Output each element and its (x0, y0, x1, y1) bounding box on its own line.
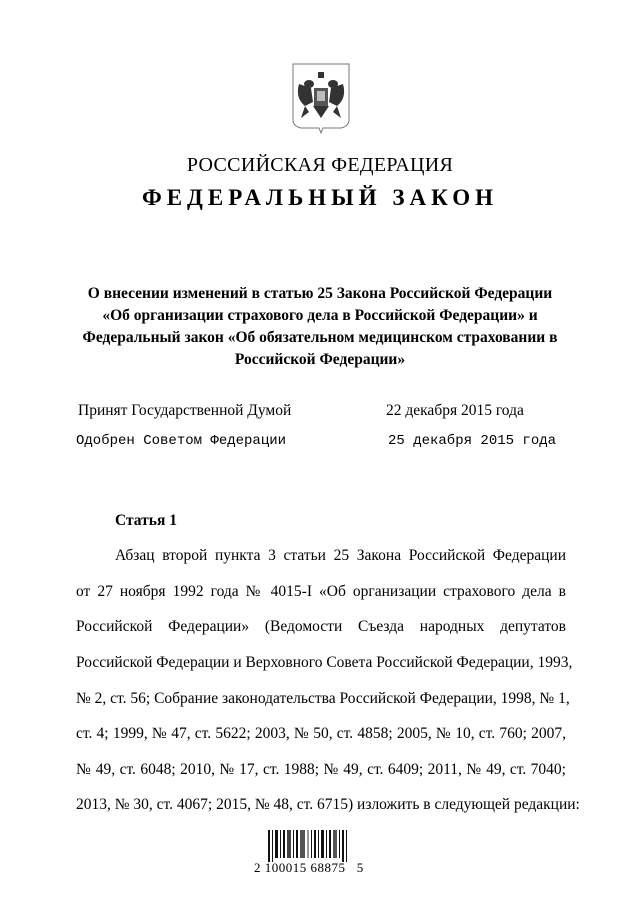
article-text-line: Российской Федерации» (Ведомости Съезда народных депутатов (76, 618, 566, 635)
barcode (268, 830, 350, 862)
law-title-line: Федеральный закон «Об обязательном медицинском страховании в (82, 329, 558, 346)
article-text-line: № 2, ст. 56; Собрание законодательства Российской Федерации, 1998, № 1, (76, 690, 570, 707)
law-title-line: Российской Федерации» (234, 351, 406, 368)
adopted-by-duma-date: 22 декабря 2015 года (386, 402, 524, 419)
law-title-line: О внесении изменений в статью 25 Закона Российской Федерации (87, 285, 553, 302)
article-text-line: Абзац второй пункта 3 статьи 25 Закона Российской Федерации (115, 547, 566, 564)
article-heading: Статья 1 (115, 512, 177, 529)
law-title-line: «Об организации страхового дела в Российской Федерации» и (102, 307, 538, 324)
barcode-number: 2 100015 68875 5 (254, 860, 364, 875)
country-name: РОССИЙСКАЯ ФЕДЕРАЦИЯ (186, 154, 454, 176)
law-type-heading: ФЕДЕРАЛЬНЫЙ ЗАКОН (141, 185, 499, 210)
article-text-line: ст. 4; 1999, № 47, ст. 5622; 2003, № 50, ст. 4858; 2005, № 10, ст. 760; 2007, (76, 725, 566, 742)
article-text-line: 2013, № 30, ст. 4067; 2015, № 48, ст. 6715) изложить в следующей редакции: (76, 796, 580, 813)
article-text-line: от 27 ноября 1992 года № 4015-I «Об организации страхового дела в (76, 583, 566, 600)
approved-by-council-date: 25 декабря 2015 года (388, 433, 557, 449)
article-text-line: № 49, ст. 6048; 2010, № 17, ст. 1988; № 49, ст. 6409; 2011, № 49, ст. 7040; (76, 761, 566, 778)
approved-by-council-label: Одобрен Советом Федерации (76, 433, 287, 449)
article-text-line: Российской Федерации и Верховного Совета Российской Федерации, 1993, (76, 654, 573, 671)
law-title (70, 283, 570, 371)
coat-of-arms-emblem (291, 62, 351, 134)
adopted-by-duma-label: Принят Государственной Думой (78, 402, 292, 419)
